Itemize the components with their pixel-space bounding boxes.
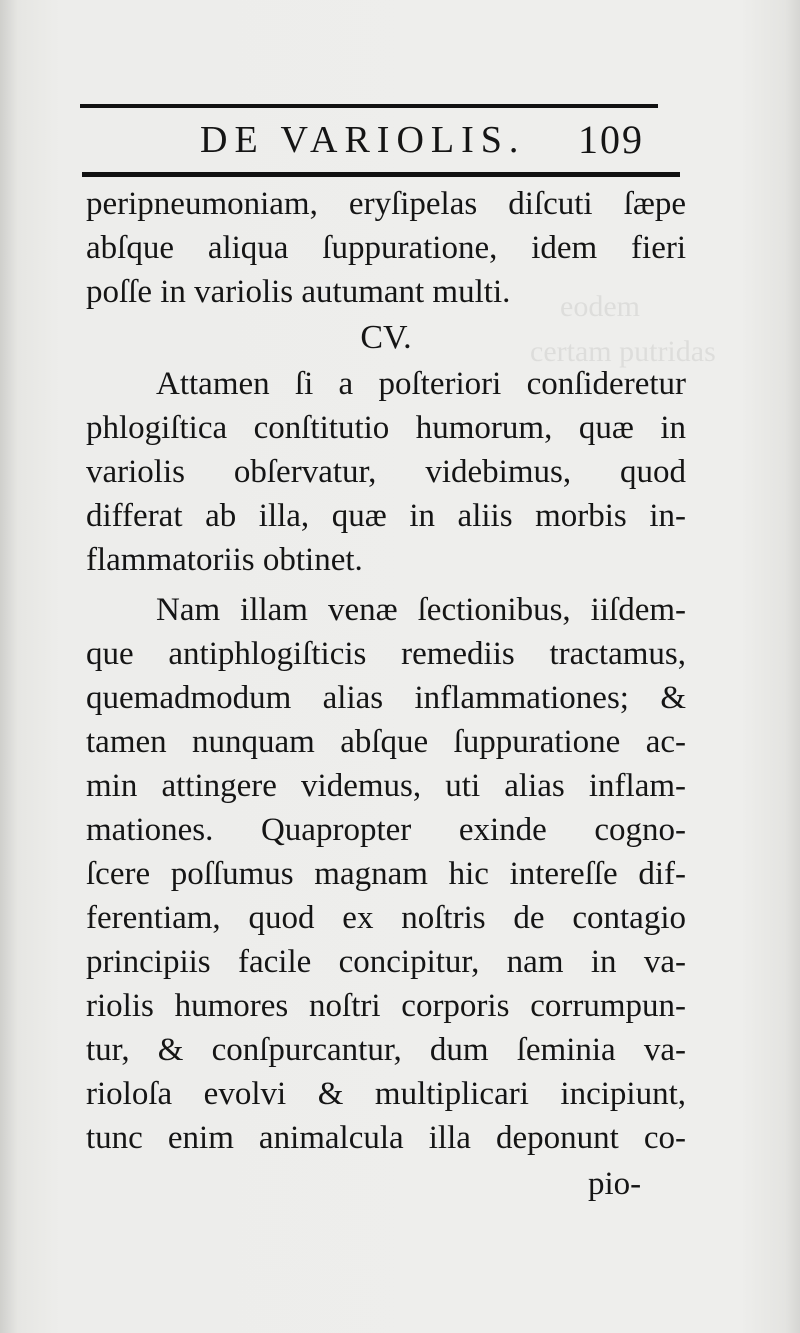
text-line: differat ab illa, quæ in aliis morbis in- — [86, 498, 686, 534]
text-line: peripneumoniam, eryſipelas diſcuti ſæpe — [86, 186, 686, 222]
catchword: pio- — [588, 1166, 642, 1202]
text-line: flammatoriis obtinet. — [86, 542, 363, 578]
show-through-text: certam putridas — [530, 335, 716, 368]
text-line: rioloſa evolvi & multiplicari incipiunt, — [86, 1076, 686, 1112]
text-line: variolis obſervatur, videbimus, quod — [86, 454, 686, 490]
text-line: ferentiam, quod ex noſtris de contagio — [86, 900, 686, 936]
header-rule-top — [80, 104, 658, 108]
text-line: quemadmodum alias inflammationes; & — [86, 680, 686, 716]
text-line: que antiphlogiſticis remediis tractamus, — [86, 636, 686, 672]
page-number: 109 — [578, 117, 644, 162]
text-line: principiis facile concipitur, nam in va- — [86, 944, 686, 980]
text-line: min attingere videmus, uti alias inflam- — [86, 768, 686, 804]
text-line: mationes. Quapropter exinde cogno- — [86, 812, 686, 848]
text-line: ſcere poſſumus magnam hic intereſſe dif- — [86, 856, 686, 892]
running-title: DE VARIOLIS. — [200, 119, 526, 161]
section-heading: CV. — [360, 319, 412, 356]
text-line: Attamen ſi a poſteriori conſideretur — [156, 366, 686, 402]
show-through-text: eodem — [560, 290, 640, 323]
text-line: tamen nunquam abſque ſuppuratione ac- — [86, 724, 686, 760]
text-line: riolis humores noſtri corporis corrumpun- — [86, 988, 686, 1024]
text-line: poſſe in variolis autumant multi. — [86, 274, 511, 310]
text-line: tunc enim animalcula illa deponunt co- — [86, 1120, 686, 1156]
running-head — [80, 110, 680, 166]
text-line: abſque aliqua ſuppuratione, idem fieri — [86, 230, 686, 266]
text-line: tur, & conſpurcantur, dum ſeminia va- — [86, 1032, 686, 1068]
header-rule-bottom — [82, 172, 680, 177]
text-line: Nam illam venæ ſectionibus, iiſdem- — [156, 592, 686, 628]
text-line: phlogiſtica conſtitutio humorum, quæ in — [86, 410, 686, 446]
